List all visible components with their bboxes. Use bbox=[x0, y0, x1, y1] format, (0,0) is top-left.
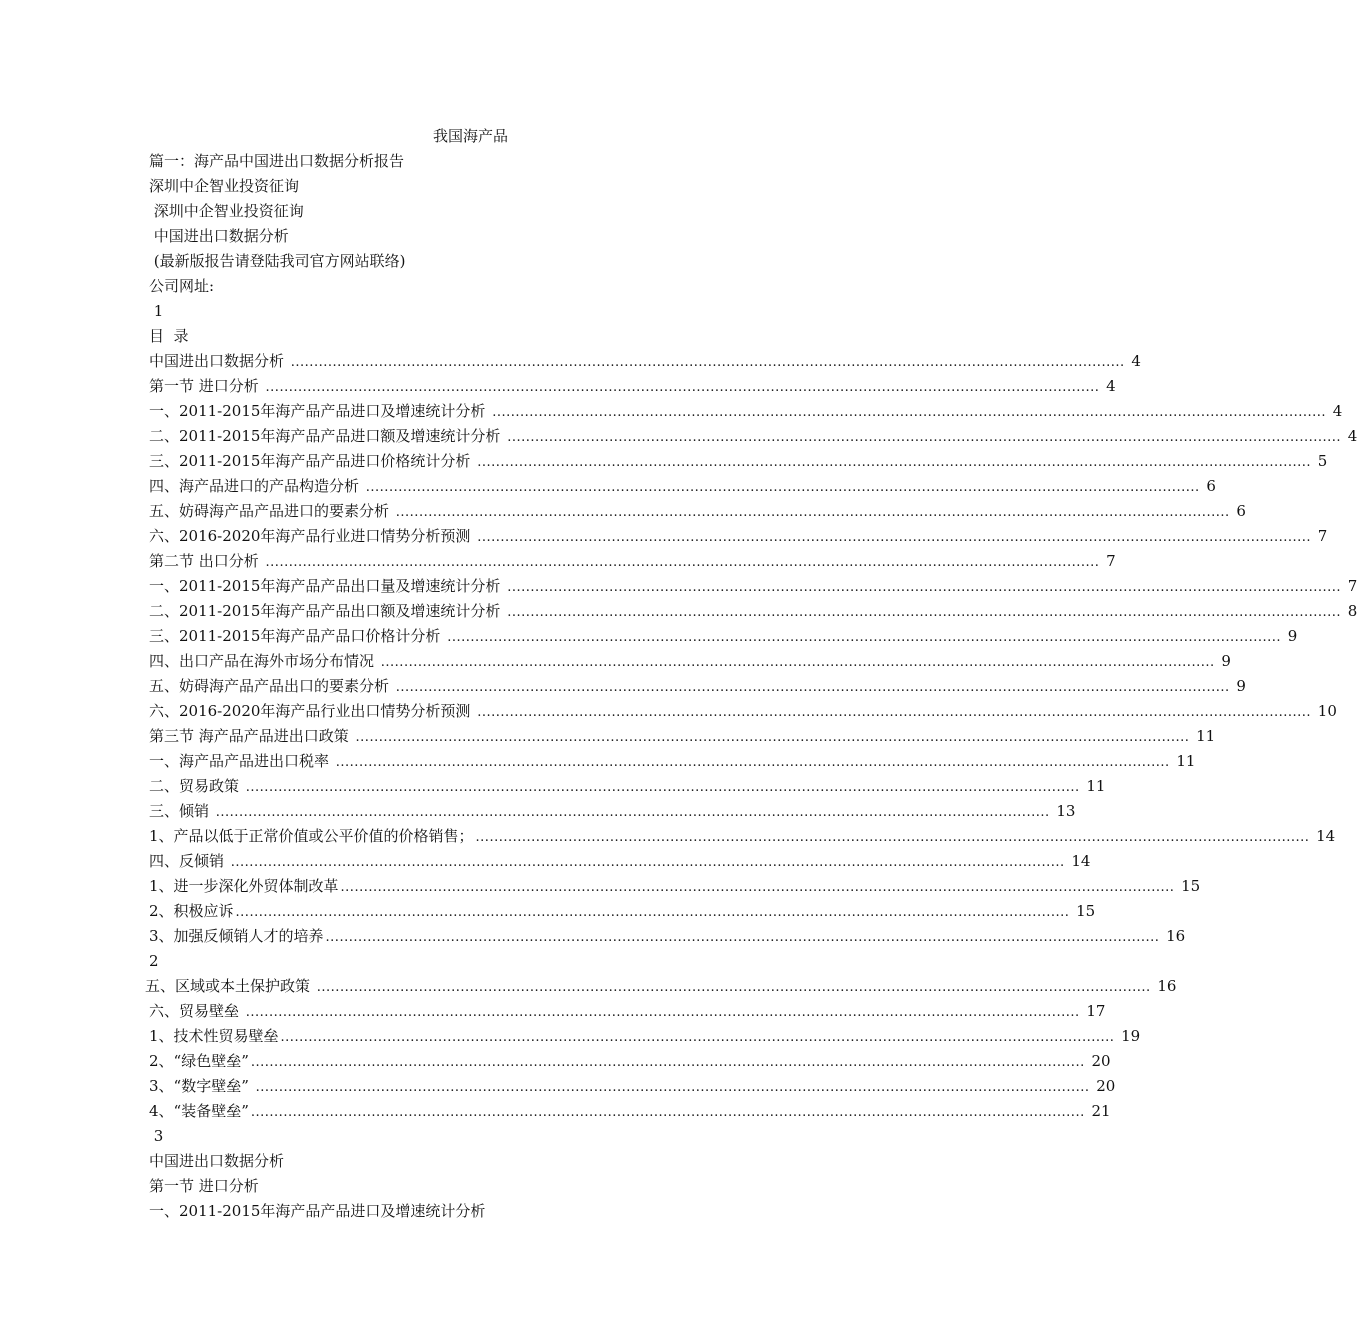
toc-entry[interactable]: 二、2011-2015年海产品产品出口额及增速统计分析 .................................................................................................................................................................................... 8 bbox=[149, 602, 1357, 620]
toc-entry[interactable]: 三、2011-2015年海产品产品口价格计分析 .................................................................................................................................................................................... 9 bbox=[149, 627, 1298, 645]
intro-line: 中国进出口数据分析 bbox=[149, 227, 289, 245]
toc-entry[interactable]: 2、积极应诉 .................................................................................................................................................................................... 15 bbox=[149, 902, 1096, 920]
section-heading: 中国进出口数据分析 bbox=[149, 1152, 285, 1170]
section-heading: 第一节 进口分析 bbox=[149, 1177, 259, 1195]
toc-entry[interactable]: 第三节 海产品产品进出口政策 .................................................................................................................................................................................... 11 bbox=[149, 727, 1216, 745]
toc-entry[interactable]: 四、出口产品在海外市场分布情况 .................................................................................................................................................................................... 9 bbox=[149, 652, 1231, 670]
toc-entry[interactable]: 五、区域或本土保护政策 .................................................................................................................................................................................... 16 bbox=[145, 977, 1177, 995]
toc-heading: 目 录 bbox=[149, 327, 189, 345]
document-title: 我国海产品 bbox=[433, 127, 509, 145]
intro-line: 深圳中企智业投资征询 bbox=[149, 177, 300, 195]
toc-entry[interactable]: 第一节 进口分析 .................................................................................................................................................................................... 4 bbox=[149, 377, 1116, 395]
toc-entry[interactable]: 二、贸易政策 .................................................................................................................................................................................... 11 bbox=[149, 777, 1106, 795]
toc-entry[interactable]: 六、贸易壁垒 .................................................................................................................................................................................... 17 bbox=[149, 1002, 1106, 1020]
toc-entry[interactable]: 2、“绿色壁垒” .................................................................................................................................................................................... 20 bbox=[149, 1052, 1111, 1070]
toc-entry[interactable]: 一、2011-2015年海产品产品进口及增速统计分析 .................................................................................................................................................................................... 4 bbox=[149, 402, 1343, 420]
toc-entry[interactable]: 1、技术性贸易壁垒 .................................................................................................................................................................................... 19 bbox=[149, 1027, 1141, 1045]
intro-line: 公司网址: bbox=[149, 277, 215, 295]
toc-entry[interactable]: 四、反倾销 .................................................................................................................................................................................... 14 bbox=[149, 852, 1091, 870]
toc-entry[interactable]: 四、海产品进口的产品构造分析 .................................................................................................................................................................................... 6 bbox=[149, 477, 1216, 495]
intro-line: 深圳中企智业投资征询 bbox=[149, 202, 304, 220]
page-number-marker: 3 bbox=[149, 1127, 164, 1145]
toc-entry[interactable]: 一、海产品产品进出口税率 .................................................................................................................................................................................... 11 bbox=[149, 752, 1196, 770]
toc-entry[interactable]: 4、“装备壁垒” .................................................................................................................................................................................... 21 bbox=[149, 1102, 1111, 1120]
intro-line: 篇一：海产品中国进出口数据分析报告 bbox=[149, 152, 405, 170]
intro-line: (最新版报告请登陆我司官方网站联络) bbox=[149, 252, 406, 270]
toc-entry[interactable]: 第二节 出口分析 .................................................................................................................................................................................... 7 bbox=[149, 552, 1116, 570]
toc-entry[interactable]: 二、2011-2015年海产品产品进口额及增速统计分析 .................................................................................................................................................................................... 4 bbox=[149, 427, 1357, 445]
toc-entry[interactable]: 三、2011-2015年海产品产品进口价格统计分析 .................................................................................................................................................................................... 5 bbox=[149, 452, 1328, 470]
page-number-marker: 2 bbox=[149, 952, 159, 970]
toc-entry[interactable]: 三、倾销 .................................................................................................................................................................................... 13 bbox=[149, 802, 1076, 820]
toc-entry[interactable]: 1、进一步深化外贸体制改革 .................................................................................................................................................................................... 15 bbox=[149, 877, 1201, 895]
toc-entry[interactable]: 中国进出口数据分析 .................................................................................................................................................................................... 4 bbox=[149, 352, 1141, 370]
toc-entry[interactable]: 一、2011-2015年海产品产品出口量及增速统计分析 .................................................................................................................................................................................... 7 bbox=[149, 577, 1357, 595]
toc-entry[interactable]: 六、2016-2020年海产品行业出口情势分析预测 .................................................................................................................................................................................... 10 bbox=[149, 702, 1337, 720]
toc-entry[interactable]: 六、2016-2020年海产品行业进口情势分析预测 .................................................................................................................................................................................... 7 bbox=[149, 527, 1328, 545]
toc-entry[interactable]: 3、加强反倾销人才的培养 .................................................................................................................................................................................... 16 bbox=[149, 927, 1186, 945]
page-number-marker: 1 bbox=[149, 302, 164, 320]
toc-entry[interactable]: 五、妨碍海产品产品出口的要素分析 .................................................................................................................................................................................... 9 bbox=[149, 677, 1246, 695]
toc-entry[interactable]: 1、产品以低于正常价值或公平价值的价格销售； .................................................................................................................................................................................... 14 bbox=[149, 827, 1336, 845]
toc-entry[interactable]: 3、“数字壁垒” .................................................................................................................................................................................... 20 bbox=[149, 1077, 1116, 1095]
section-heading: 一、2011-2015年海产品产品进口及增速统计分析 bbox=[149, 1202, 486, 1220]
toc-entry[interactable]: 五、妨碍海产品产品进口的要素分析 .................................................................................................................................................................................... 6 bbox=[149, 502, 1246, 520]
